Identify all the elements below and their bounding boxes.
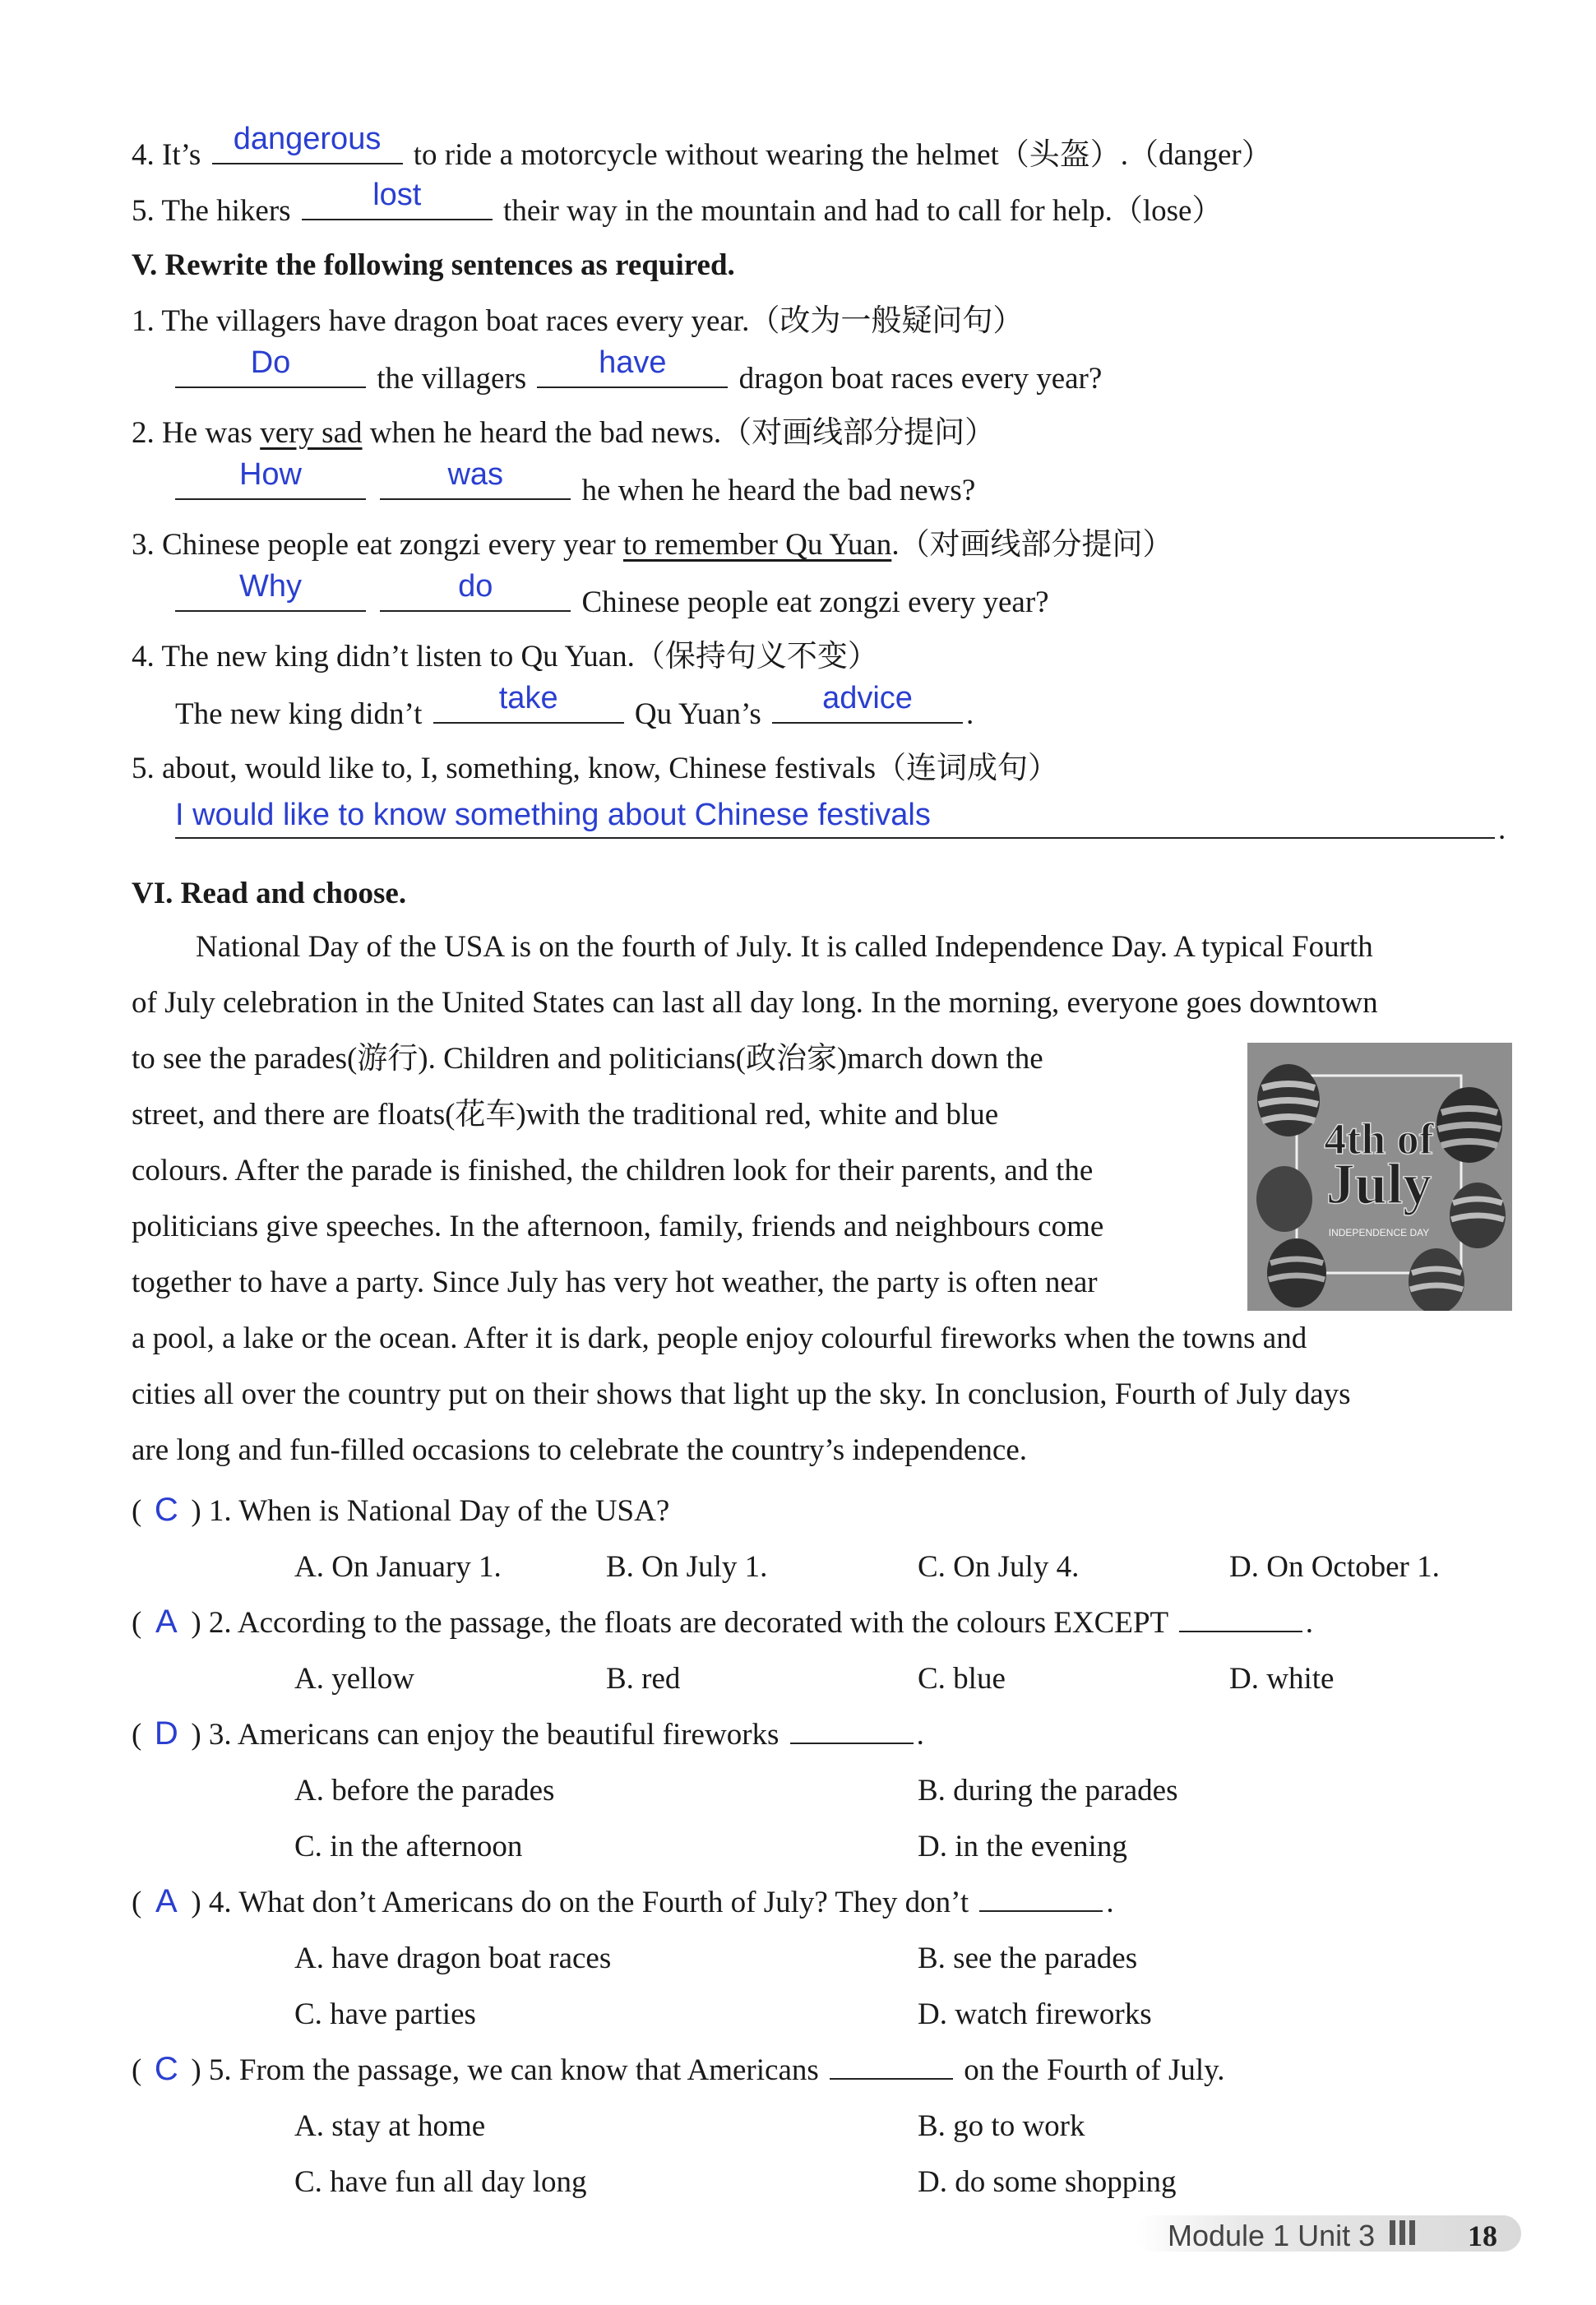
image-caption: INDEPENDENCE DAY <box>1328 1227 1430 1238</box>
option[interactable]: C. blue <box>918 1662 1006 1696</box>
passage-line-7: together to have a party. Since July has very hot weather, the party is often near <box>132 1266 1098 1299</box>
option[interactable]: A. yellow <box>294 1662 414 1696</box>
image-title: 4th of <box>1324 1114 1434 1164</box>
fourth-of-july-image <box>1247 1043 1512 1311</box>
choice-answer[interactable]: A <box>155 1883 178 1919</box>
stem-blank <box>790 1721 914 1744</box>
passage-line-1: National Day of the USA is on the fourth of July. It is called Independence Day. A typical Fourth <box>196 930 1373 964</box>
v-question-2: 2. He was very sad when he heard the bad news.（对画线部分提问） <box>132 416 996 450</box>
answer-blank[interactable]: take <box>433 697 624 724</box>
passage-line-4: street, and there are floats(花车)with the traditional red, white and blue <box>132 1098 999 1132</box>
option[interactable]: B. On July 1. <box>606 1550 768 1584</box>
section-vi-heading: VI. Read and choose. <box>132 877 407 910</box>
option[interactable]: A. have dragon boat races <box>294 1942 612 1975</box>
choice-answer[interactable]: C <box>154 2051 178 2087</box>
answer-blank[interactable]: dangerous <box>212 138 403 164</box>
answer-blank[interactable]: have <box>537 362 728 388</box>
option[interactable]: C. On July 4. <box>918 1550 1080 1584</box>
answer-blank[interactable]: I would like to know something about Chinese festivals <box>175 806 1495 839</box>
stem-blank <box>1179 1609 1302 1632</box>
unit-label: Module 1 Unit 3 <box>1168 2219 1376 2252</box>
passage-line-6: politicians give speeches. In the afternoon, family, friends and neighbours come <box>132 1210 1104 1243</box>
option[interactable]: B. red <box>606 1662 681 1696</box>
v-answer-3: Why do Chinese people eat zongzi every year? <box>175 586 1049 618</box>
v-answer-4: The new king didn’t take Qu Yuan’s advice . <box>175 681 974 731</box>
option[interactable]: D. watch fireworks <box>918 1997 1152 2031</box>
choice-answer[interactable]: C <box>154 1492 178 1528</box>
page-footer <box>1135 2210 1521 2256</box>
answer-blank[interactable]: Why <box>175 586 366 612</box>
v-question-1: 1. The villagers have dragon boat races every year.（改为一般疑问句） <box>132 304 1024 338</box>
svg-text:July: July <box>1325 1153 1432 1216</box>
footer-bars-icon <box>1390 2220 1419 2249</box>
option[interactable]: D. On October 1. <box>1229 1550 1440 1584</box>
option[interactable]: A. before the parades <box>294 1774 555 1807</box>
stem-blank <box>830 2057 953 2080</box>
section-v-heading: V. Rewrite the following sentences as required. <box>132 248 735 282</box>
option[interactable]: C. in the afternoon <box>294 1830 523 1863</box>
option[interactable]: D. white <box>1229 1662 1335 1696</box>
passage-line-10: are long and fun-filled occasions to celebrate the country’s independence. <box>132 1433 1028 1467</box>
answer-blank[interactable]: was <box>380 474 571 500</box>
option[interactable]: C. have fun all day long <box>294 2165 587 2199</box>
iv-question-5: 5. The hikers lost their way in the mountain and had to call for help.（lose） <box>132 178 1223 228</box>
answer-blank[interactable]: advice <box>772 697 963 724</box>
choice-question-2: ( A ) 2. According to the passage, the floats are decorated with the colours EXCEPT . <box>132 1604 1313 1640</box>
choice-answer[interactable]: A <box>155 1604 178 1640</box>
option[interactable]: B. see the parades <box>918 1942 1138 1975</box>
option[interactable]: A. stay at home <box>294 2109 486 2143</box>
option[interactable]: A. On January 1. <box>294 1550 502 1584</box>
answer-blank[interactable]: Do <box>175 362 366 388</box>
answer-blank[interactable]: How <box>175 474 366 500</box>
option[interactable]: C. have parties <box>294 1997 476 2031</box>
iv-question-4: 4. It’s dangerous to ride a motorcycle without wearing the helmet（头盔）.（danger） <box>132 122 1272 172</box>
page-number: 18 <box>1468 2219 1497 2252</box>
passage-line-3: to see the parades(游行). Children and politicians(政治家)march down the <box>132 1042 1043 1076</box>
v-question-3: 3. Chinese people eat zongzi every year to remember Qu Yuan.（对画线部分提问） <box>132 528 1173 562</box>
stem-blank <box>979 1889 1103 1912</box>
v-question-5: 5. about, would like to, I, something, know, Chinese festivals（连词成句） <box>132 752 1059 785</box>
v-answer-1: Do the villagers have dragon boat races every year? <box>175 362 1102 394</box>
choice-answer[interactable]: D <box>154 1715 178 1752</box>
option[interactable]: B. during the parades <box>918 1774 1178 1807</box>
option[interactable]: B. go to work <box>918 2109 1085 2143</box>
option[interactable]: D. do some shopping <box>918 2165 1177 2199</box>
passage-line-9: cities all over the country put on their shows that light up the sky. In conclusion, Fourth of July days <box>132 1377 1351 1411</box>
option[interactable]: D. in the evening <box>918 1830 1127 1863</box>
answer-blank[interactable]: lost <box>302 194 493 220</box>
v-answer-2: How was he when he heard the bad news? <box>175 474 975 506</box>
v-question-4: 4. The new king didn’t listen to Qu Yuan.（保持句义不变） <box>132 640 878 673</box>
choice-question-5: ( C ) 5. From the passage, we can know that Americans on the Fourth of July. <box>132 2051 1225 2087</box>
v-answer-5: I would like to know something about Chinese festivals . <box>175 798 1506 846</box>
choice-question-1: ( C ) 1. When is National Day of the USA? <box>132 1492 670 1528</box>
passage-line-2: of July celebration in the United States can last all day long. In the morning, everyone goes downtown <box>132 986 1378 1020</box>
choice-question-3: ( D ) 3. Americans can enjoy the beautiful fireworks . <box>132 1715 924 1752</box>
passage-line-8: a pool, a lake or the ocean. After it is dark, people enjoy colourful fireworks when the towns and <box>132 1321 1307 1355</box>
passage-line-5: colours. After the parade is finished, the children look for their parents, and the <box>132 1154 1094 1187</box>
answer-blank[interactable]: do <box>380 586 571 612</box>
choice-question-4: ( A ) 4. What don’t Americans do on the Fourth of July? They don’t . <box>132 1883 1114 1919</box>
balloons-illustration <box>1247 1043 1512 1311</box>
